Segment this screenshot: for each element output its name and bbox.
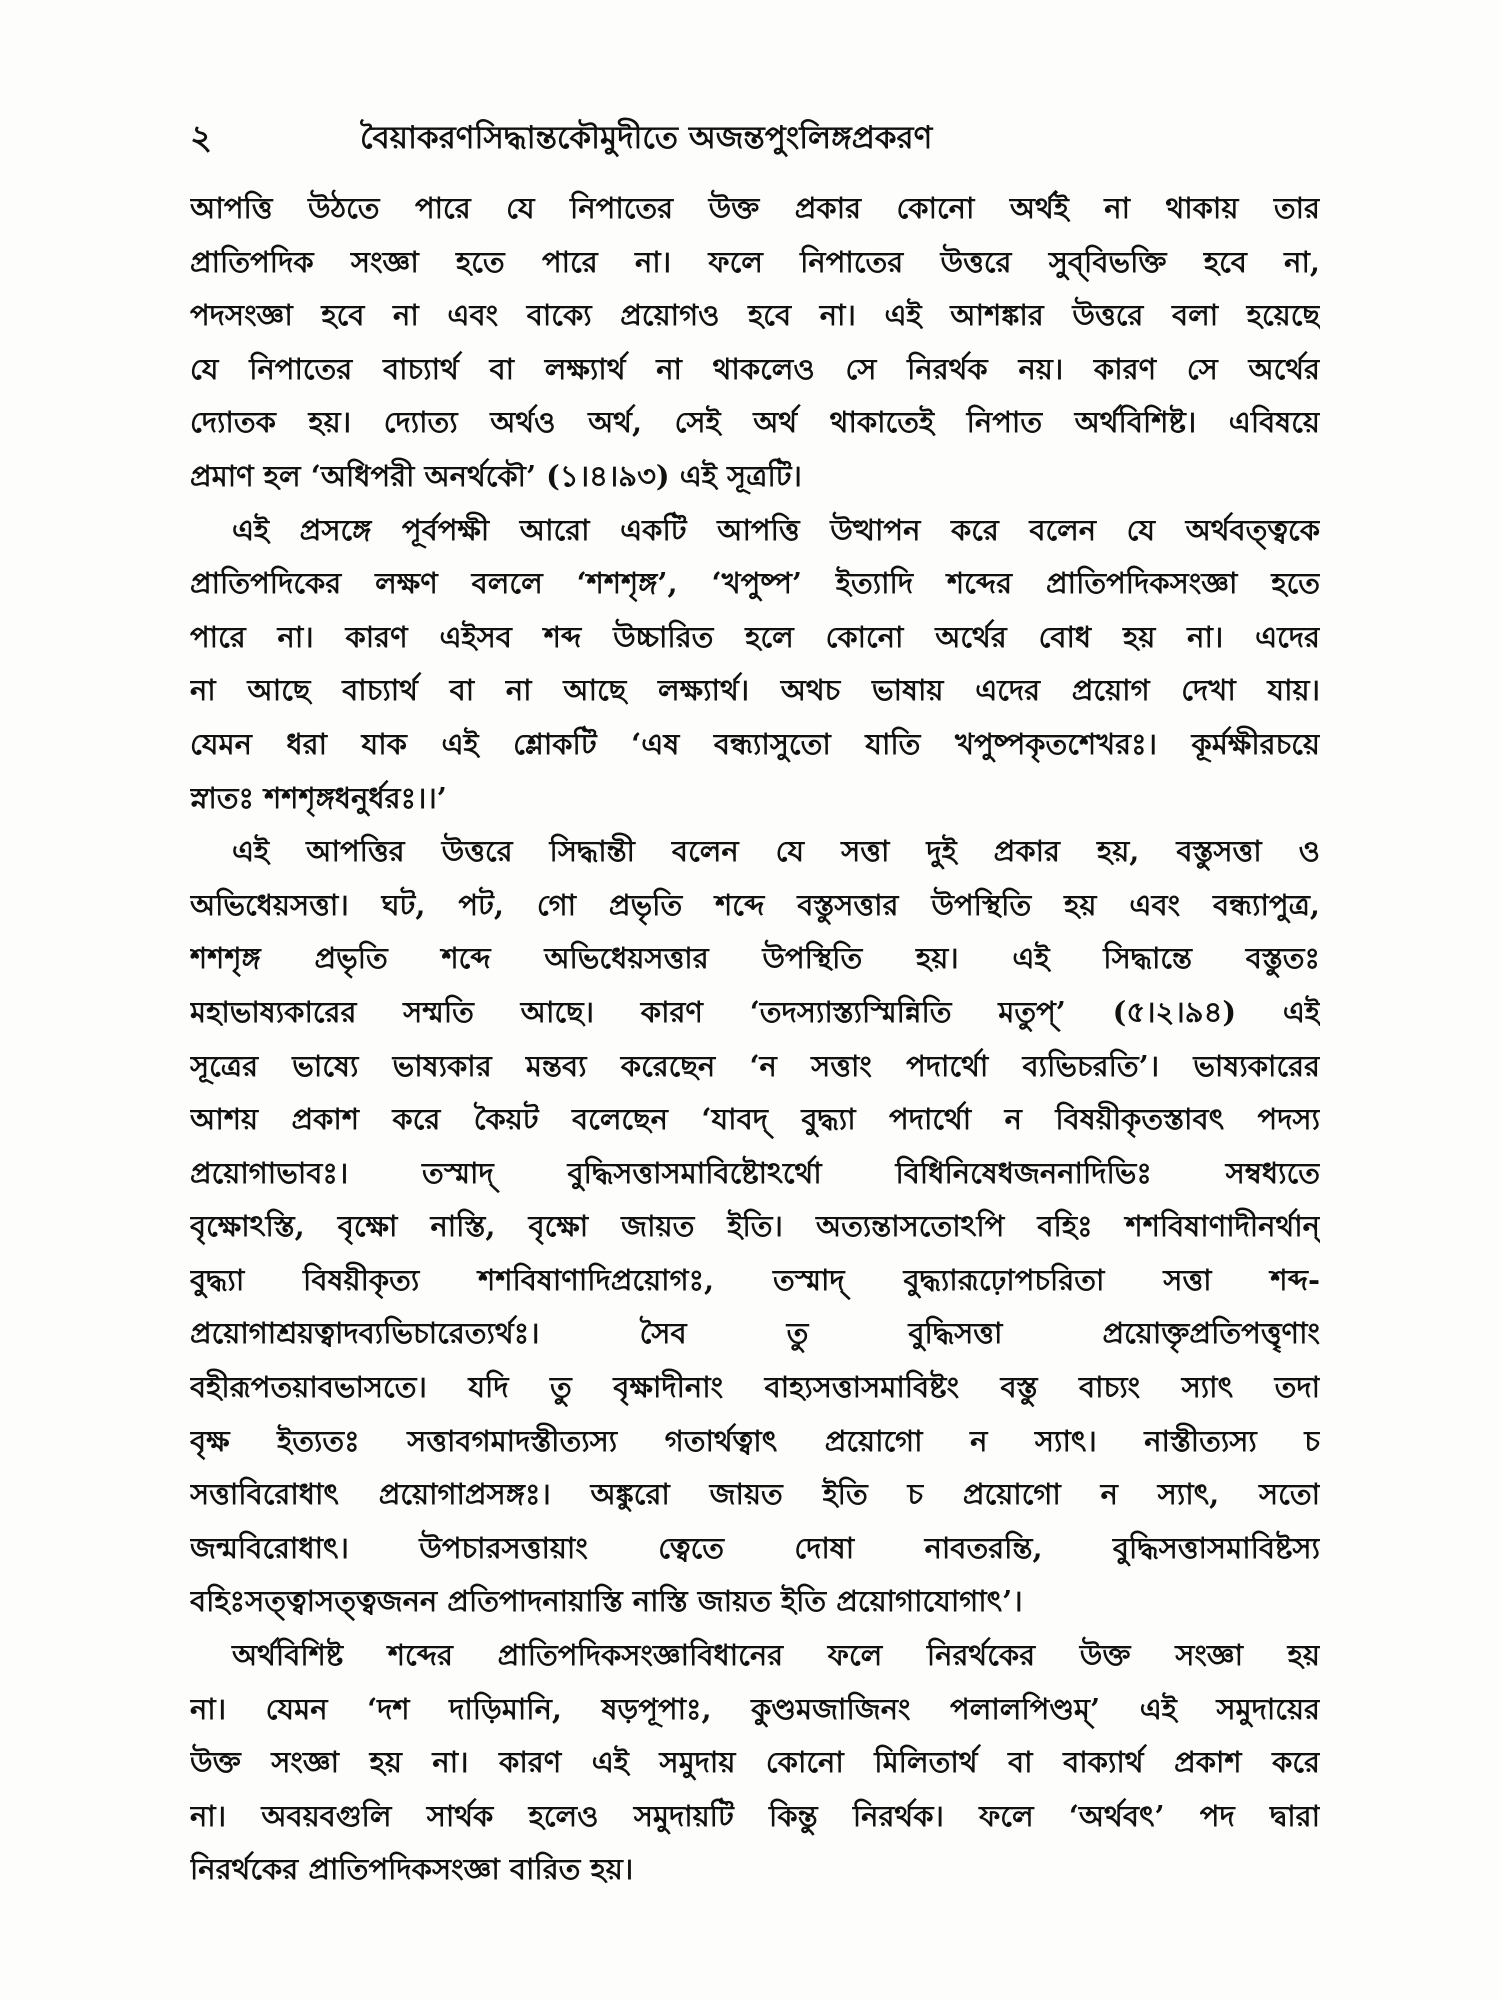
text-line: পদসংজ্ঞা হবে না এবং বাক্যে প্রয়োগও হবে না। এই আশঙ্কার উত্তরে বলা হয়েছে <box>190 298 1320 333</box>
text-line: বৃক্ষ ইত্যতঃ সত্তাবগমাদস্তীত্যস্য গতার্থত্বাৎ প্রয়োগো ন স্যাৎ। নাস্তীত্যস্য চ <box>190 1423 1320 1458</box>
text-line: বহিঃসত্ত্বাসত্ত্বজনন প্রতিপাদনায়াস্তি নাস্তি জায়ত ইতি প্রয়োগাযোগাৎ’। <box>190 1584 1023 1619</box>
text-line: না। যেমন ‘দশ দাড়িমানি, ষড়পূপাঃ, কুণ্ডমজাজিনং পলালপিণ্ডম্’ এই সমুদায়ের <box>190 1691 1320 1726</box>
paragraph-start-line: অর্থবিশিষ্ট শব্দের প্রাতিপদিকসংজ্ঞাবিধানের ফলে নিরর্থকের উক্ত সংজ্ঞা হয় <box>232 1638 1320 1673</box>
text-line: বুদ্ধ্যা বিষয়ীকৃত্য শশবিষাণাদিপ্রয়োগঃ, তস্মাদ্ বুদ্ধ্যারূঢ়োপচরিতা সত্তা শব্দ- <box>190 1262 1320 1297</box>
text-line: যে নিপাতের বাচ্যার্থ বা লক্ষ্যার্থ না থাকলেও সে নিরর্থক নয়। কারণ সে অর্থের <box>190 351 1320 386</box>
text-line: স্নাতঃ শশশৃঙ্গধনুর্ধরঃ।।’ <box>190 780 447 815</box>
running-title: বৈয়াকরণসিদ্ধান্তকৌমুদীতে অজন্তপুংলিঙ্গপ্রকরণ <box>360 120 933 156</box>
body-text <box>190 182 1320 1897</box>
text-line: প্রমাণ হল ‘অধিপরী অনর্থকৌ’ (১।৪।৯৩) এই সূত্রটি। <box>190 458 802 493</box>
text-line: যেমন ধরা যাক এই শ্লোকটি ‘এষ বন্ধ্যাসুতো যাতি খপুষ্পকৃতশেখরঃ। কূর্মক্ষীরচয়ে <box>190 726 1320 761</box>
page-header <box>190 108 1320 168</box>
text-line: প্রাতিপদিকের লক্ষণ বললে ‘শশশৃঙ্গ’, ‘খপুষ্প’ ইত্যাদি শব্দের প্রাতিপদিকসংজ্ঞা হতে <box>190 566 1320 601</box>
text-line: প্রয়োগাভাবঃ। তস্মাদ্ বুদ্ধিসত্তাসমাবিষ্টোঽর্থো বিধিনিষেধজননাদিভিঃ সম্বধ্যতে <box>190 1155 1320 1190</box>
page-number: ২ <box>190 118 213 158</box>
text-line: না। অবয়বগুলি সার্থক হলেও সমুদায়টি কিন্তু নিরর্থক। ফলে ‘অর্থবৎ’ পদ দ্বারা <box>190 1798 1320 1833</box>
text-line: পারে না। কারণ এইসব শব্দ উচ্চারিত হলে কোনো অর্থের বোধ হয় না। এদের <box>190 619 1320 654</box>
text-line: উক্ত সংজ্ঞা হয় না। কারণ এই সমুদায় কোনো মিলিতার্থ বা বাক্যার্থ প্রকাশ করে <box>190 1745 1320 1780</box>
paragraph-start-line: এই আপত্তির উত্তরে সিদ্ধান্তী বলেন যে সত্তা দুই প্রকার হয়, বস্তুসত্তা ও <box>232 834 1320 869</box>
text-line: নিরর্থকের প্রাতিপদিকসংজ্ঞা বারিত হয়। <box>190 1852 634 1887</box>
paragraph-start-line: এই প্রসঙ্গে পূর্বপক্ষী আরো একটি আপত্তি উত্থাপন করে বলেন যে অর্থবত্ত্বকে <box>232 512 1320 547</box>
text-line: সূত্রের ভাষ্যে ভাষ্যকার মন্তব্য করেছেন ‘ন সত্তাং পদার্থো ব্যভিচরতি’। ভাষ্যকারের <box>190 1048 1320 1083</box>
text-line: আশয় প্রকাশ করে কৈয়ট বলেছেন ‘যাবদ্ বুদ্ধ্যা পদার্থো ন বিষয়ীকৃতস্তাবৎ পদস্য <box>190 1102 1320 1137</box>
text-line: শশশৃঙ্গ প্রভৃতি শব্দে অভিধেয়সত্তার উপস্থিতি হয়। এই সিদ্ধান্তে বস্তুতঃ <box>190 941 1320 976</box>
text-line: প্রাতিপদিক সংজ্ঞা হতে পারে না। ফলে নিপাতের উত্তরে সুব্‌বিভক্তি হবে না, <box>190 244 1320 279</box>
text-line: অভিধেয়সত্তা। ঘট, পট, গো প্রভৃতি শব্দে বস্তুসত্তার উপস্থিতি হয় এবং বন্ধ্যাপুত্র, <box>190 887 1320 922</box>
text-line: সত্তাবিরোধাৎ প্রয়োগাপ্রসঙ্গঃ। অঙ্কুরো জায়ত ইতি চ প্রয়োগো ন স্যাৎ, সতো <box>190 1477 1320 1512</box>
text-line: জন্মবিরোধাৎ। উপচারসত্তায়াং ত্বেতে দোষা নাবতরন্তি, বুদ্ধিসত্তাসমাবিষ্টস্য <box>190 1530 1320 1565</box>
text-line: মহাভাষ্যকারের সম্মতি আছে। কারণ ‘তদস্যাস্ত্যস্মিন্নিতি মতুপ্’ (৫।২।৯৪) এই <box>190 994 1320 1029</box>
text-line: না আছে বাচ্যার্থ বা না আছে লক্ষ্যার্থ। অথচ ভাষায় এদের প্রয়োগ দেখা যায়। <box>190 673 1320 708</box>
text-line: বহীরূপতয়াবভাসতে। যদি তু বৃক্ষাদীনাং বাহ্যসত্তাসমাবিষ্টং বস্তু বাচ্যং স্যাৎ তদা <box>190 1370 1320 1405</box>
text-line: বৃক্ষোঽস্তি, বৃক্ষো নাস্তি, বৃক্ষো জায়ত ইতি। অত্যন্তাসতোঽপি বহিঃ শশবিষাণাদীনর্থান্ <box>190 1209 1320 1244</box>
text-line: দ্যোতক হয়। দ্যোত্য অর্থও অর্থ, সেই অর্থ থাকাতেই নিপাত অর্থবিশিষ্ট। এবিষয়ে <box>190 405 1320 440</box>
text-line: আপত্তি উঠতে পারে যে নিপাতের উক্ত প্রকার কোনো অর্থই না থাকায় তার <box>190 191 1320 225</box>
text-line: প্রয়োগাশ্রয়ত্বাদব্যভিচারেত্যর্থঃ। সৈব তু বুদ্ধিসত্তা প্রয়োক্তৃপ্রতিপত্তৄণাং <box>190 1316 1320 1351</box>
